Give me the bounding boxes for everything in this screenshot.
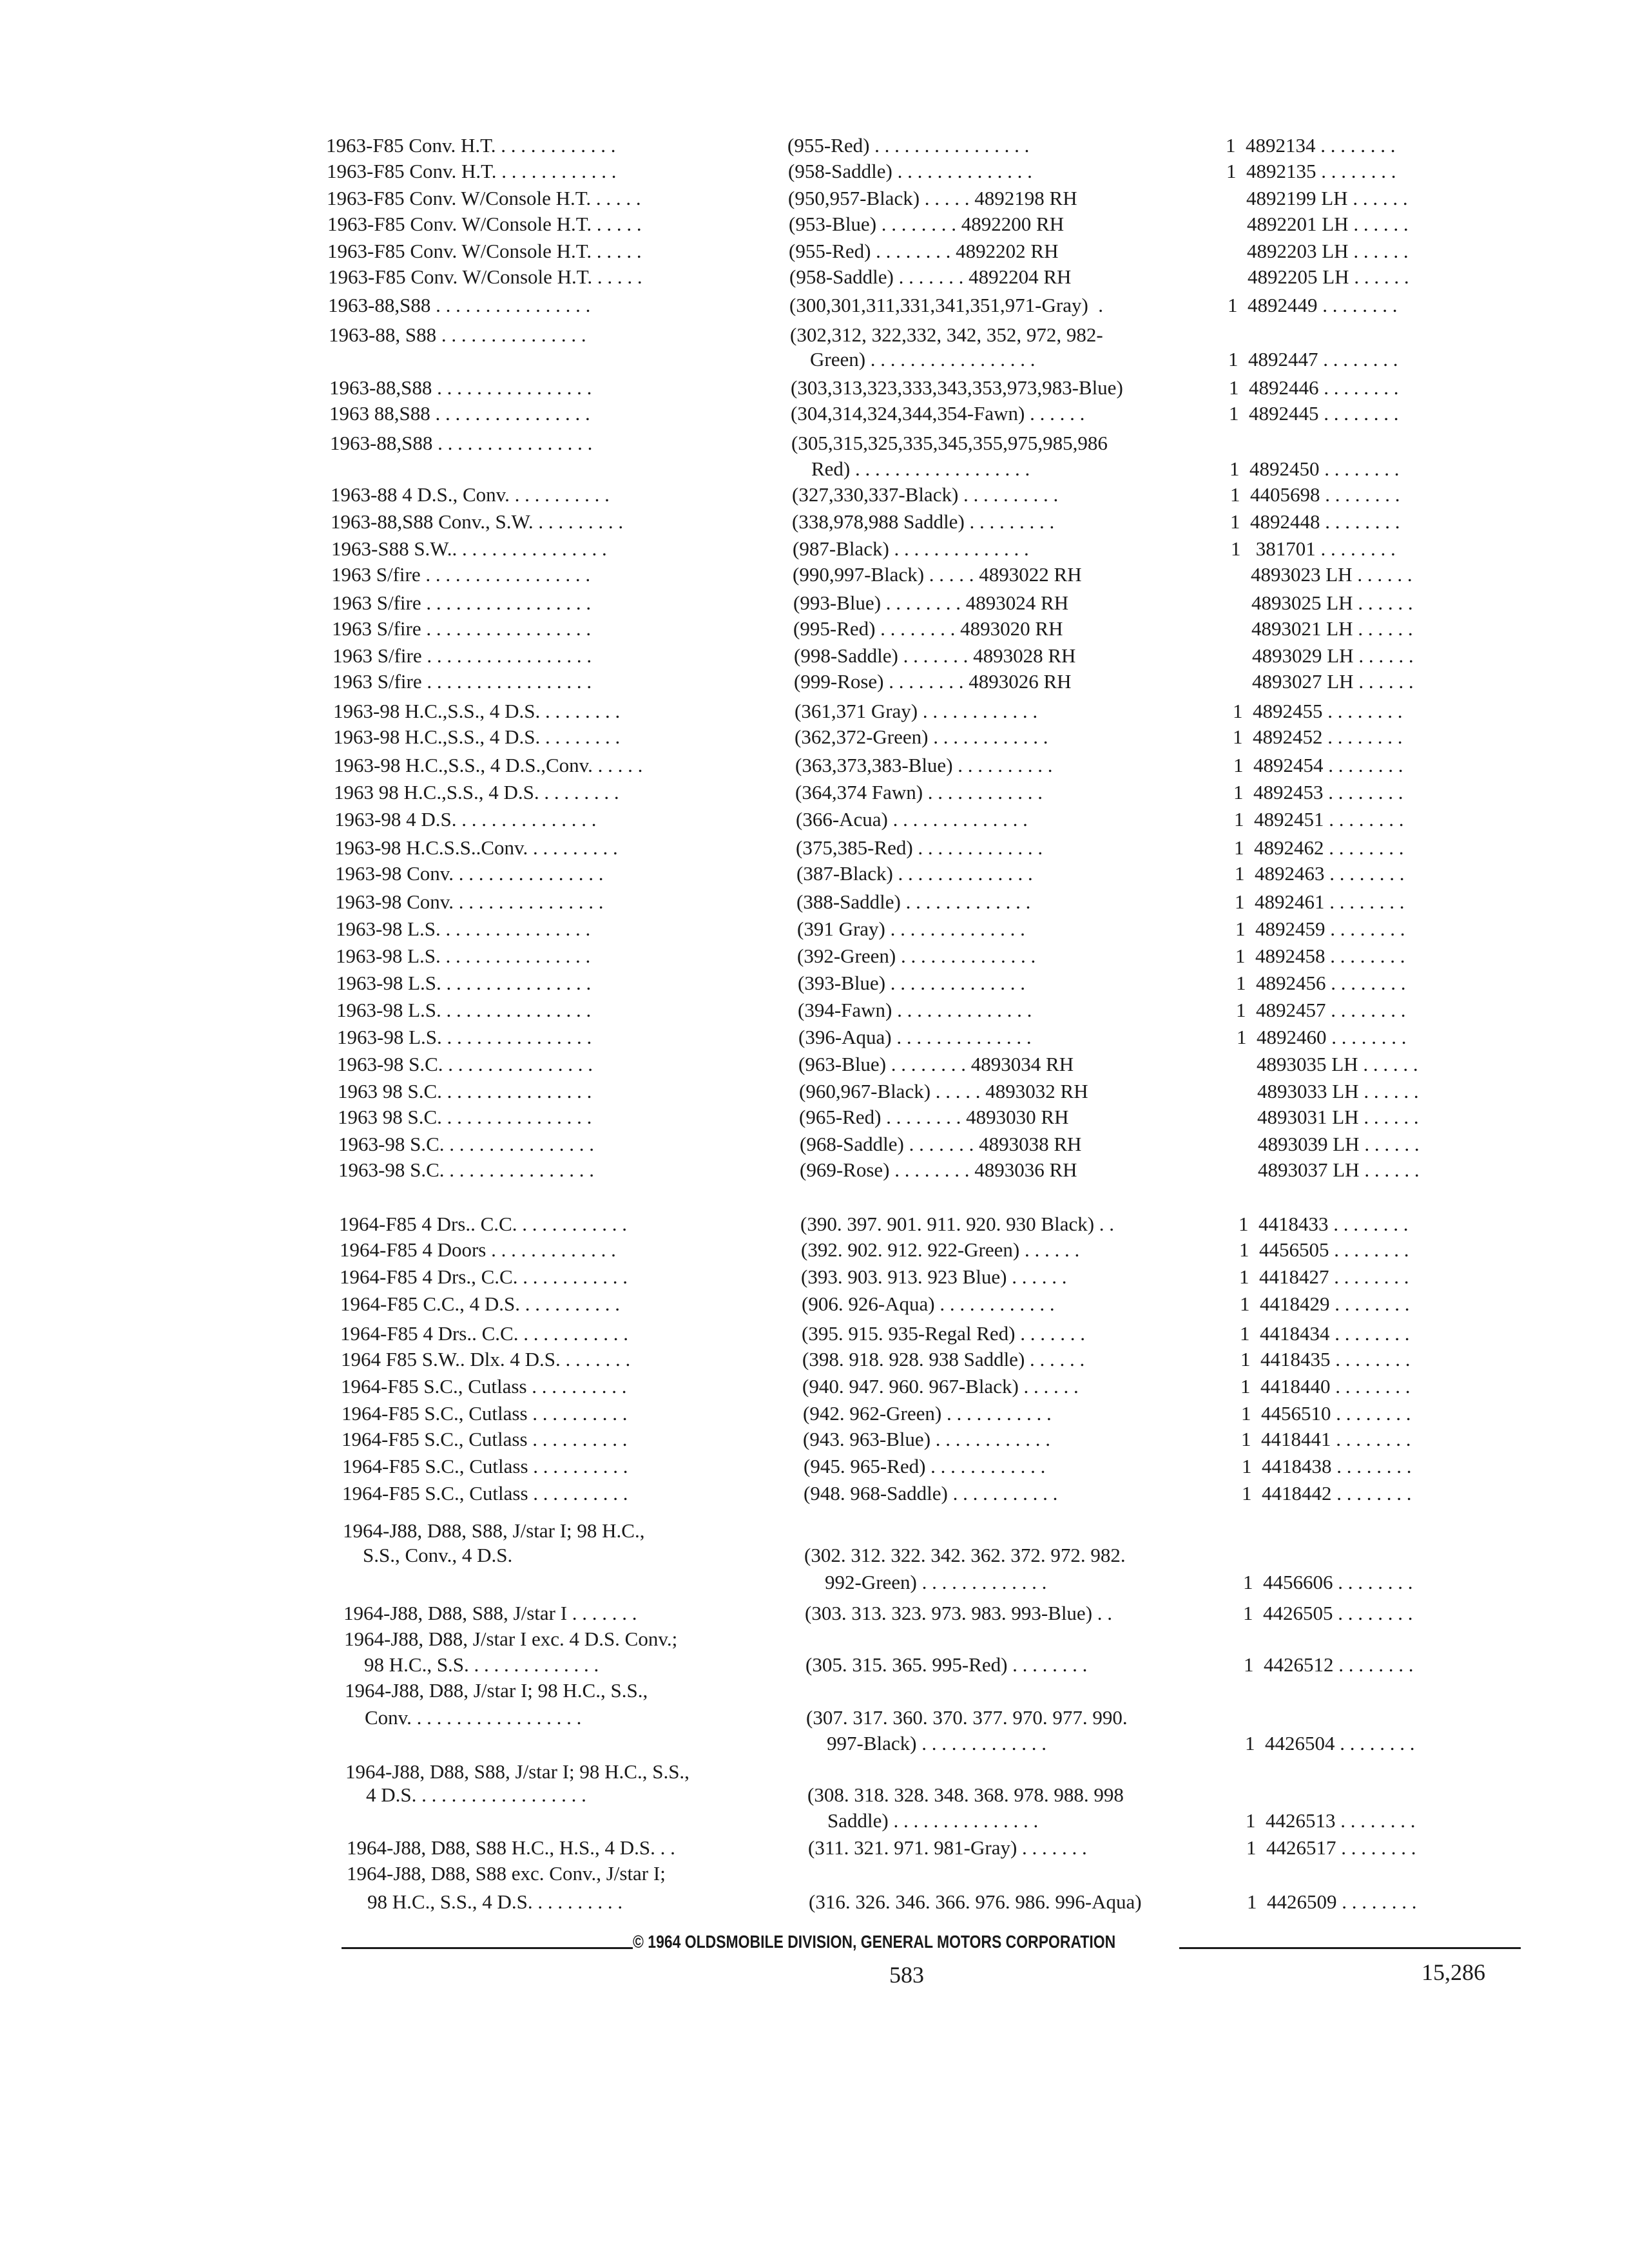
row-39-part: 4893037 LH . . . . . . — [1238, 1158, 1420, 1181]
row-47-model: 1964-F85 S.C., Cutlass . . . . . . . . . . — [342, 1402, 628, 1425]
row-52-color: (302. 312. 322. 342. 362. 372. 972. 982. — [804, 1544, 1126, 1566]
row-28-part: 1 4892463 . . . . . . . . — [1235, 862, 1405, 885]
row-19-model: 1963 S/fire . . . . . . . . . . . . . . . . . — [332, 617, 592, 640]
row-53-part: 1 4456606 . . . . . . . . — [1243, 1571, 1413, 1593]
row-44-part: 1 4418434 . . . . . . . . — [1240, 1322, 1410, 1345]
page-number: 583 — [889, 1962, 924, 1988]
row-50-model: 1964-F85 S.C., Cutlass . . . . . . . . . . — [342, 1482, 628, 1504]
row-48-model: 1964-F85 S.C., Cutlass . . . . . . . . . . — [342, 1428, 628, 1450]
row-57-model: 1964-J88, D88, J/star I; 98 H.C., S.S., — [345, 1679, 648, 1702]
row-63-part: 1 4426517 . . . . . . . . — [1246, 1836, 1416, 1859]
row-32-model: 1963-98 L.S. . . . . . . . . . . . . . . . — [336, 972, 592, 994]
row-5-color: (955-Red) . . . . . . . . 4892202 RH — [789, 240, 1059, 262]
row-1-part: 1 4892134 . . . . . . . . — [1226, 134, 1396, 157]
row-62-color: Saddle) . . . . . . . . . . . . . . . — [807, 1809, 1039, 1832]
row-63-model: 1964-J88, D88, S88 H.C., H.S., 4 D.S. . . — [347, 1836, 675, 1859]
row-9-part: 1 4892447 . . . . . . . . — [1228, 348, 1398, 370]
row-48-color: (943. 963-Blue) . . . . . . . . . . . . — [803, 1428, 1051, 1450]
row-37-part: 4893031 LH . . . . . . — [1237, 1106, 1419, 1128]
row-59-color: 997-Black) . . . . . . . . . . . . . — [807, 1732, 1046, 1754]
row-20-color: (998-Saddle) . . . . . . . 4893028 RH — [794, 644, 1076, 667]
row-63-color: (311. 321. 971. 981-Gray) . . . . . . . — [808, 1836, 1087, 1859]
row-47-part: 1 4456510 . . . . . . . . — [1241, 1402, 1411, 1425]
row-14-model: 1963-88 4 D.S., Conv. . . . . . . . . . . — [331, 483, 610, 506]
row-50-part: 1 4418442 . . . . . . . . — [1242, 1482, 1412, 1504]
row-56-model: 98 H.C., S.S. . . . . . . . . . . . . . — [344, 1653, 599, 1676]
row-45-model: 1964 F85 S.W.. Dlx. 4 D.S. . . . . . . . — [341, 1348, 631, 1370]
row-11-model: 1963 88,S88 . . . . . . . . . . . . . . . . — [329, 402, 590, 425]
row-41-part: 1 4456505 . . . . . . . . — [1239, 1238, 1409, 1261]
row-6-model: 1963-F85 Conv. W/Console H.T. . . . . . — [328, 265, 642, 288]
row-36-color: (960,967-Black) . . . . . 4893032 RH — [799, 1080, 1088, 1102]
row-16-model: 1963-S88 S.W.. . . . . . . . . . . . . . . . — [331, 537, 607, 560]
row-60-model: 1964-J88, D88, S88, J/star I; 98 H.C., S.S., — [345, 1760, 689, 1783]
row-24-model: 1963-98 H.C.,S.S., 4 D.S.,Conv. . . . . . — [334, 754, 643, 776]
row-24-color: (363,373,383-Blue) . . . . . . . . . . — [795, 754, 1053, 776]
row-22-part: 1 4892455 . . . . . . . . — [1233, 700, 1403, 722]
row-16-color: (987-Black) . . . . . . . . . . . . . . — [793, 537, 1029, 560]
row-32-color: (393-Blue) . . . . . . . . . . . . . . — [798, 972, 1026, 994]
row-15-model: 1963-88,S88 Conv., S.W. . . . . . . . . . — [331, 510, 624, 533]
row-34-model: 1963-98 L.S. . . . . . . . . . . . . . . . — [337, 1026, 592, 1048]
row-36-part: 4893033 LH . . . . . . — [1237, 1080, 1419, 1102]
row-40-color: (390. 397. 901. 911. 920. 930 Black) . . — [800, 1213, 1115, 1235]
row-40-part: 1 4418433 . . . . . . . . — [1239, 1213, 1409, 1235]
row-43-color: (906. 926-Aqua) . . . . . . . . . . . . — [802, 1293, 1055, 1315]
row-7-part: 1 4892449 . . . . . . . . — [1228, 294, 1398, 316]
row-23-color: (362,372-Green) . . . . . . . . . . . . — [795, 726, 1048, 748]
row-52-model: S.S., Conv., 4 D.S. — [343, 1544, 513, 1566]
row-62-part: 1 4426513 . . . . . . . . — [1246, 1809, 1416, 1832]
row-5-model: 1963-F85 Conv. W/Console H.T. . . . . . — [327, 240, 642, 262]
row-14-part: 1 4405698 . . . . . . . . — [1230, 483, 1400, 506]
footer-rule-left — [342, 1947, 633, 1949]
row-49-color: (945. 965-Red) . . . . . . . . . . . . — [804, 1455, 1046, 1477]
row-27-model: 1963-98 H.C.S.S..Conv. . . . . . . . . . — [334, 836, 618, 859]
row-22-color: (361,371 Gray) . . . . . . . . . . . . — [795, 700, 1038, 722]
row-64-model: 1964-J88, D88, S88 exc. Conv., J/star I; — [347, 1862, 666, 1885]
row-35-color: (963-Blue) . . . . . . . . 4893034 RH — [798, 1053, 1074, 1075]
row-17-part: 4893023 LH . . . . . . — [1231, 563, 1412, 586]
row-18-part: 4893025 LH . . . . . . — [1231, 591, 1413, 614]
row-46-part: 1 4418440 . . . . . . . . — [1240, 1375, 1411, 1398]
row-25-model: 1963 98 H.C.,S.S., 4 D.S. . . . . . . . . — [334, 781, 619, 803]
row-33-part: 1 4892457 . . . . . . . . — [1236, 999, 1406, 1021]
row-38-part: 4893039 LH . . . . . . — [1238, 1133, 1420, 1155]
row-31-color: (392-Green) . . . . . . . . . . . . . . — [797, 945, 1036, 967]
row-6-color: (958-Saddle) . . . . . . . 4892204 RH — [789, 265, 1072, 288]
row-49-model: 1964-F85 S.C., Cutlass . . . . . . . . . . — [342, 1455, 628, 1477]
row-56-color: (305. 315. 365. 995-Red) . . . . . . . . — [805, 1653, 1088, 1676]
row-23-model: 1963-98 H.C.,S.S., 4 D.S. . . . . . . . . — [333, 726, 621, 748]
row-9-color: Green) . . . . . . . . . . . . . . . . . — [790, 348, 1036, 370]
row-42-model: 1964-F85 4 Drs., C.C. . . . . . . . . . . . — [340, 1265, 628, 1288]
row-2-color: (958-Saddle) . . . . . . . . . . . . . . — [788, 160, 1032, 182]
row-8-model: 1963-88, S88 . . . . . . . . . . . . . . . — [329, 323, 586, 346]
row-3-part: 4892199 LH . . . . . . — [1226, 187, 1408, 209]
row-61-model: 4 D.S. . . . . . . . . . . . . . . . . . — [346, 1783, 586, 1806]
row-11-color: (304,314,324,344,354-Fawn) . . . . . . — [791, 402, 1085, 425]
row-38-color: (968-Saddle) . . . . . . . 4893038 RH — [800, 1133, 1082, 1155]
row-12-model: 1963-88,S88 . . . . . . . . . . . . . . . . — [330, 432, 593, 454]
row-35-part: 4893035 LH . . . . . . — [1237, 1053, 1418, 1075]
row-43-part: 1 4418429 . . . . . . . . — [1240, 1293, 1410, 1315]
row-16-part: 1 381701 . . . . . . . . — [1231, 537, 1396, 560]
row-21-part: 4893027 LH . . . . . . — [1232, 670, 1414, 693]
document-number: 15,286 — [1422, 1959, 1485, 1985]
row-54-part: 1 4426505 . . . . . . . . — [1243, 1602, 1413, 1624]
row-51-model: 1964-J88, D88, S88, J/star I; 98 H.C., — [343, 1519, 645, 1542]
row-26-part: 1 4892451 . . . . . . . . — [1234, 808, 1404, 831]
row-42-color: (393. 903. 913. 923 Blue) . . . . . . — [801, 1265, 1067, 1288]
row-30-part: 1 4892459 . . . . . . . . — [1235, 918, 1405, 940]
row-37-color: (965-Red) . . . . . . . . 4893030 RH — [799, 1106, 1069, 1128]
row-4-color: (953-Blue) . . . . . . . . 4892200 RH — [789, 213, 1065, 235]
row-20-part: 4893029 LH . . . . . . — [1232, 644, 1414, 667]
row-10-model: 1963-88,S88 . . . . . . . . . . . . . . . . — [329, 376, 592, 399]
row-59-part: 1 4426504 . . . . . . . . — [1245, 1732, 1415, 1754]
row-48-part: 1 4418441 . . . . . . . . — [1241, 1428, 1411, 1450]
row-4-part: 4892201 LH . . . . . . — [1227, 213, 1409, 235]
row-44-color: (395. 915. 935-Regal Red) . . . . . . . — [802, 1322, 1085, 1345]
row-5-part: 4892203 LH . . . . . . — [1227, 240, 1409, 262]
row-4-model: 1963-F85 Conv. W/Console H.T. . . . . . — [327, 213, 642, 235]
row-26-color: (366-Acua) . . . . . . . . . . . . . . — [796, 808, 1028, 831]
row-45-color: (398. 918. 928. 938 Saddle) . . . . . . — [802, 1348, 1085, 1370]
row-18-color: (993-Blue) . . . . . . . . 4893024 RH — [793, 591, 1069, 614]
row-3-color: (950,957-Black) . . . . . 4892198 RH — [788, 187, 1077, 209]
row-39-color: (969-Rose) . . . . . . . . 4893036 RH — [800, 1158, 1077, 1181]
row-53-color: 992-Green) . . . . . . . . . . . . . — [805, 1571, 1047, 1593]
row-43-model: 1964-F85 C.C., 4 D.S. . . . . . . . . . . — [340, 1293, 621, 1315]
row-31-model: 1963-98 L.S. . . . . . . . . . . . . . . . — [336, 945, 591, 967]
row-3-model: 1963-F85 Conv. W/Console H.T. . . . . . — [327, 187, 641, 209]
row-32-part: 1 4892456 . . . . . . . . — [1236, 972, 1406, 994]
row-17-color: (990,997-Black) . . . . . 4893022 RH — [793, 563, 1082, 586]
row-33-color: (394-Fawn) . . . . . . . . . . . . . . — [798, 999, 1032, 1021]
row-11-part: 1 4892445 . . . . . . . . — [1229, 402, 1399, 425]
row-35-model: 1963-98 S.C. . . . . . . . . . . . . . . . — [337, 1053, 593, 1075]
row-56-part: 1 4426512 . . . . . . . . — [1244, 1653, 1414, 1676]
row-31-part: 1 4892458 . . . . . . . . — [1235, 945, 1405, 967]
row-7-color: (300,301,311,331,341,351,971-Gray) . — [789, 294, 1104, 316]
row-30-model: 1963-98 L.S. . . . . . . . . . . . . . . . — [336, 918, 591, 940]
row-8-color: (302,312, 322,332, 342, 352, 972, 982- — [790, 323, 1103, 346]
row-1-model: 1963-F85 Conv. H.T. . . . . . . . . . . . . — [326, 134, 616, 157]
row-39-model: 1963-98 S.C. . . . . . . . . . . . . . . . — [338, 1158, 594, 1181]
row-50-color: (948. 968-Saddle) . . . . . . . . . . . — [804, 1482, 1058, 1504]
row-40-model: 1964-F85 4 Drs.. C.C. . . . . . . . . . . . — [339, 1213, 627, 1235]
row-58-model: Conv. . . . . . . . . . . . . . . . . . — [345, 1706, 582, 1729]
row-36-model: 1963 98 S.C. . . . . . . . . . . . . . . . — [338, 1080, 592, 1102]
row-38-model: 1963-98 S.C. . . . . . . . . . . . . . . . — [338, 1133, 594, 1155]
row-25-part: 1 4892453 . . . . . . . . — [1233, 781, 1403, 803]
row-21-model: 1963 S/fire . . . . . . . . . . . . . . . . . — [333, 670, 592, 693]
row-65-part: 1 4426509 . . . . . . . . — [1247, 1890, 1417, 1913]
row-42-part: 1 4418427 . . . . . . . . — [1239, 1265, 1409, 1288]
row-28-color: (387-Black) . . . . . . . . . . . . . . — [796, 862, 1033, 885]
row-24-part: 1 4892454 . . . . . . . . — [1233, 754, 1403, 776]
row-45-part: 1 4418435 . . . . . . . . — [1240, 1348, 1411, 1370]
row-61-color: (308. 318. 328. 348. 368. 978. 988. 998 — [807, 1783, 1124, 1806]
row-12-color: (305,315,325,335,345,355,975,985,986 — [791, 432, 1108, 454]
row-46-color: (940. 947. 960. 967-Black) . . . . . . — [802, 1375, 1079, 1398]
row-6-part: 4892205 LH . . . . . . — [1228, 265, 1409, 288]
footer-rule-right — [1179, 1947, 1521, 1949]
row-23-part: 1 4892452 . . . . . . . . — [1233, 726, 1403, 748]
row-30-color: (391 Gray) . . . . . . . . . . . . . . — [797, 918, 1025, 940]
row-7-model: 1963-88,S88 . . . . . . . . . . . . . . . . — [328, 294, 591, 316]
row-27-color: (375,385-Red) . . . . . . . . . . . . . — [796, 836, 1043, 859]
row-21-color: (999-Rose) . . . . . . . . 4893026 RH — [794, 670, 1072, 693]
row-47-color: (942. 962-Green) . . . . . . . . . . . — [803, 1402, 1052, 1425]
row-15-part: 1 4892448 . . . . . . . . — [1230, 510, 1400, 533]
row-2-model: 1963-F85 Conv. H.T. . . . . . . . . . . . . — [327, 160, 617, 182]
row-19-color: (995-Red) . . . . . . . . 4893020 RH — [793, 617, 1063, 640]
row-37-model: 1963 98 S.C. . . . . . . . . . . . . . . . — [338, 1106, 592, 1128]
row-22-model: 1963-98 H.C.,S.S., 4 D.S. . . . . . . . . — [333, 700, 621, 722]
row-14-color: (327,330,337-Black) . . . . . . . . . . — [792, 483, 1059, 506]
row-29-part: 1 4892461 . . . . . . . . — [1235, 890, 1405, 913]
row-27-part: 1 4892462 . . . . . . . . — [1234, 836, 1404, 859]
row-2-part: 1 4892135 . . . . . . . . — [1226, 160, 1396, 182]
row-13-part: 1 4892450 . . . . . . . . — [1229, 457, 1400, 480]
row-49-part: 1 4418438 . . . . . . . . — [1242, 1455, 1412, 1477]
row-25-color: (364,374 Fawn) . . . . . . . . . . . . — [795, 781, 1043, 803]
row-65-color: (316. 326. 346. 366. 976. 986. 996-Aqua) — [809, 1890, 1142, 1913]
row-18-model: 1963 S/fire . . . . . . . . . . . . . . . . . — [332, 591, 592, 614]
row-46-model: 1964-F85 S.C., Cutlass . . . . . . . . . . — [341, 1375, 627, 1398]
row-28-model: 1963-98 Conv. . . . . . . . . . . . . . . . — [335, 862, 604, 885]
row-34-part: 1 4892460 . . . . . . . . — [1237, 1026, 1407, 1048]
row-65-model: 98 H.C., S.S., 4 D.S. . . . . . . . . . — [347, 1890, 623, 1913]
row-20-model: 1963 S/fire . . . . . . . . . . . . . . . . . — [333, 644, 592, 667]
row-58-color: (307. 317. 360. 370. 377. 970. 977. 990. — [806, 1706, 1128, 1729]
row-10-part: 1 4892446 . . . . . . . . — [1229, 376, 1399, 399]
row-29-model: 1963-98 Conv. . . . . . . . . . . . . . . . — [335, 890, 604, 913]
row-55-model: 1964-J88, D88, J/star I exc. 4 D.S. Conv.; — [344, 1628, 678, 1650]
row-13-color: Red) . . . . . . . . . . . . . . . . . . — [791, 457, 1030, 480]
row-34-color: (396-Aqua) . . . . . . . . . . . . . . — [798, 1026, 1032, 1048]
row-29-color: (388-Saddle) . . . . . . . . . . . . . — [796, 890, 1031, 913]
row-54-model: 1964-J88, D88, S88, J/star I . . . . . . . — [343, 1602, 637, 1624]
row-17-model: 1963 S/fire . . . . . . . . . . . . . . . . . — [331, 563, 591, 586]
row-19-part: 4893021 LH . . . . . . — [1231, 617, 1413, 640]
copyright-line: © 1964 OLDSMOBILE DIVISION, GENERAL MOTORS CORPORATION — [633, 1932, 1116, 1952]
row-41-model: 1964-F85 4 Doors . . . . . . . . . . . . . — [340, 1238, 616, 1261]
row-41-color: (392. 902. 912. 922-Green) . . . . . . — [801, 1238, 1080, 1261]
row-44-model: 1964-F85 4 Drs.. C.C. . . . . . . . . . . . — [340, 1322, 628, 1345]
row-33-model: 1963-98 L.S. . . . . . . . . . . . . . . . — [336, 999, 592, 1021]
row-26-model: 1963-98 4 D.S. . . . . . . . . . . . . . . — [334, 808, 597, 831]
row-1-color: (955-Red) . . . . . . . . . . . . . . . . — [787, 134, 1030, 157]
row-54-color: (303. 313. 323. 973. 983. 993-Blue) . . — [805, 1602, 1113, 1624]
row-15-color: (338,978,988 Saddle) . . . . . . . . . — [792, 510, 1055, 533]
row-10-color: (303,313,323,333,343,353,973,983-Blue) — [791, 376, 1123, 399]
